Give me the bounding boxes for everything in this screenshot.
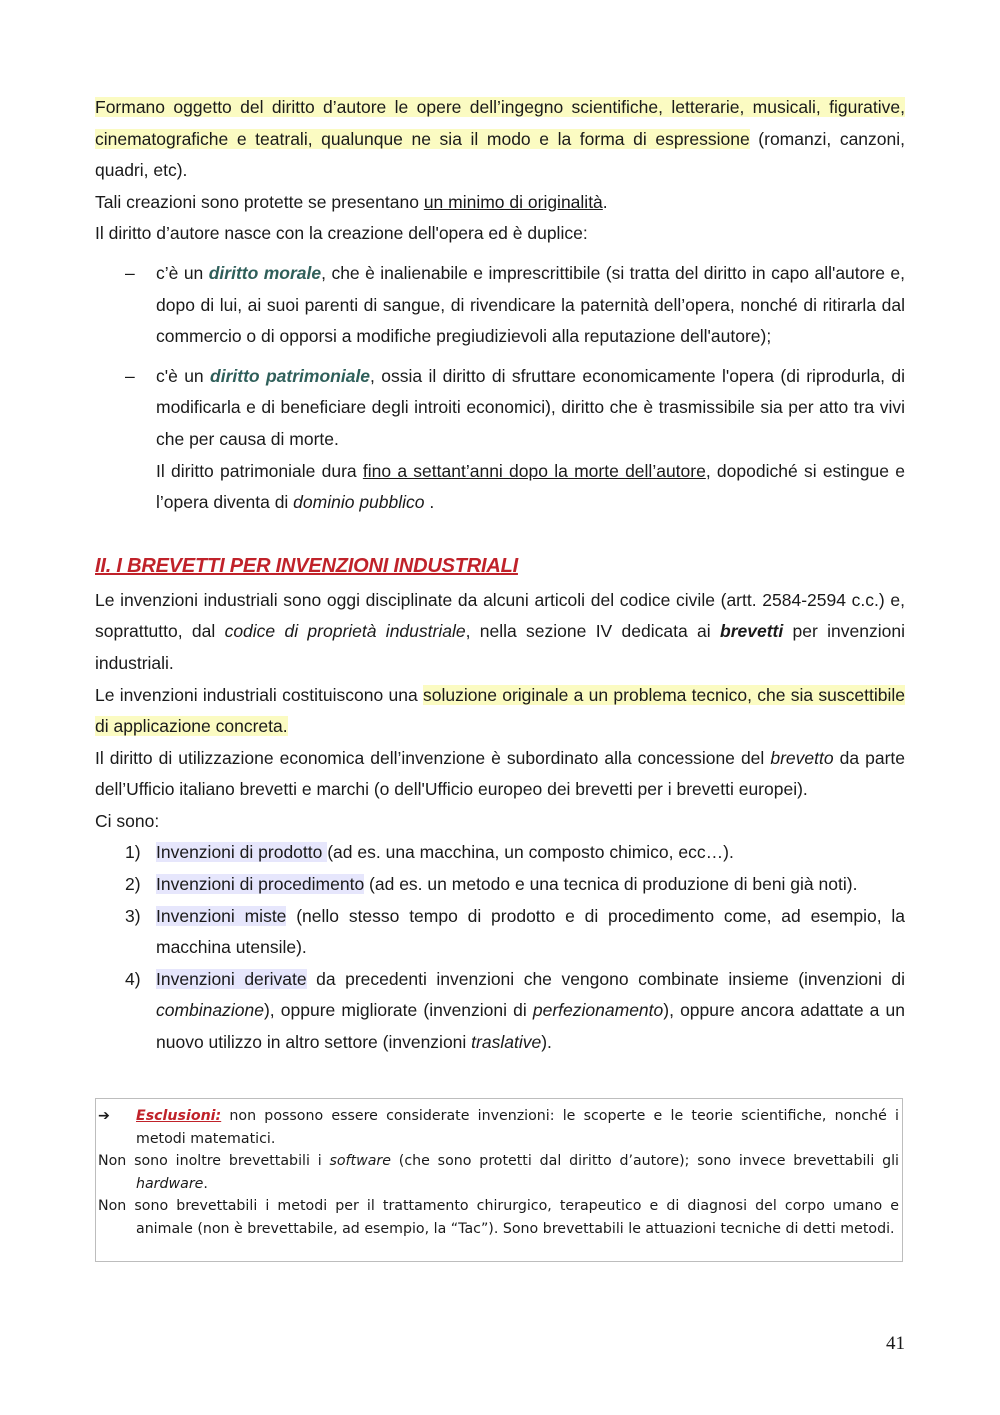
italic-text: brevetto (770, 747, 834, 768)
dash-bullet: – (125, 365, 135, 386)
list-item-invenzioni-procedimento (95, 869, 905, 901)
text-run: Tali creazioni sono protette se presentano (95, 191, 424, 212)
highlight-text: Invenzioni di prodotto (156, 842, 328, 863)
page-number: 41 (886, 1333, 905, 1354)
italic-text: hardware (136, 1175, 204, 1192)
italic-text: codice di proprietà industriale (224, 621, 466, 642)
exclusions-methods-line: Non sono brevettabili i metodi per il trattamento chirurgico, terapeutico e di diagnosi del corpo umano e animale (non è brevettabile, ad esempio, la “Tac”). Sono brevettabili le attuazioni tecniche di detti metodi. (98, 1198, 899, 1237)
list-item-invenzioni-prodotto (95, 837, 905, 869)
text-run: , nella sezione IV dedicata ai (465, 621, 720, 642)
text-run: Non sono inoltre brevettabili i (98, 1153, 330, 1169)
section-heading: II. I BREVETTI PER INVENZIONI INDUSTRIALI (95, 554, 518, 577)
text-run: , dopodiché si estingue e l’opera diventa di (156, 460, 905, 513)
paragraph-duplice: Il diritto d’autore nasce con la creazione dell'opera ed è duplice: (95, 223, 588, 244)
exclusions-line (98, 1105, 899, 1150)
list-item-invenzioni-derivate (95, 964, 905, 1059)
text-run: , ossia il diritto di sfruttare economicamente l'opera (di riprodurla, di modificarla e di beneficiare degli introiti economici), diritto che è trasmissibile sia per atto tra vivi che per causa di morte. (156, 365, 906, 449)
paragraph-durata (95, 456, 905, 519)
list-item-diritto-patrimoniale (95, 361, 905, 456)
list-item-invenzioni-miste (95, 901, 905, 964)
bold-italic-text: brevetti (720, 621, 784, 642)
paragraph-disciplina (95, 585, 905, 680)
text-run: c'è un (156, 365, 211, 386)
underlined-text: un minimo di originalità (423, 191, 603, 212)
text-run: . (602, 191, 608, 212)
text-run: non possono essere considerate invenzioni: le scoperte e le teorie scientifiche, nonché i metodi matematici. (136, 1108, 899, 1147)
text-run: (che sono protetti dal diritto d’autore); sono invece brevettabili gli (390, 1153, 899, 1169)
text-run: (ad es. una macchina, un composto chimico, ecc…). (327, 842, 734, 863)
italic-text: perfezionamento (532, 1000, 664, 1021)
text-run: Il diritto patrimoniale dura (156, 460, 363, 481)
text-run: Le invenzioni industriali costituiscono una (95, 684, 423, 705)
paragraph-brevetto (95, 743, 905, 806)
highlight-text: soluzione originale a un problema tecnico, che sia suscettibile di applicazione concreta. (95, 684, 905, 737)
highlight-text: Invenzioni miste (156, 905, 287, 926)
list-item-diritto-morale (95, 258, 905, 353)
highlight-text: Formano oggetto del diritto d’autore le opere dell’ingegno scientifiche, letterarie, musicali, figurative, cinematografiche e teatrali, qualunque ne sia il modo e la forma di espressione (95, 97, 905, 149)
paragraph-originality (95, 187, 905, 219)
text-run: da precedenti invenzioni che vengono combinate insieme (invenzioni di (306, 968, 905, 989)
text-run: (ad es. un metodo e una tecnica di produzione di beni già noti). (364, 874, 858, 895)
text-run: ). (541, 1032, 552, 1053)
exclusions-software-line (98, 1150, 899, 1195)
underlined-text: fino a settant’anni dopo la morte dell’autore (362, 460, 706, 481)
text-run: . (203, 1175, 208, 1192)
term-diritto-morale: diritto morale (208, 262, 322, 283)
text-run: . (424, 492, 435, 513)
term-diritto-patrimoniale: diritto patrimoniale (210, 365, 371, 386)
list-number: 1) (125, 842, 141, 863)
paragraph-copyright-intro (95, 92, 905, 187)
arrow-icon: ➔ (98, 1108, 110, 1124)
italic-text: dominio pubblico (293, 492, 425, 513)
page-content (95, 92, 905, 1059)
paragraph-ci-sono: Ci sono: (95, 810, 160, 831)
text-run: (romanzi, canzoni, quadri, etc). (95, 128, 905, 181)
text-run: (nello stesso tempo di prodotto e di procedimento come, ad esempio, la macchina utensile). (156, 905, 905, 958)
text-run: , che è inalienabile e imprescrittibile (si tratta del diritto in capo all'autore e, dopo di lui, ai suoi parenti di sangue, di rivendicare la paternità dell’opera, nonché di ritirarla dal commercio o di opporsi a modifiche pregiudizievoli alla reputazione dell'autore); (156, 262, 905, 347)
text-run: Le invenzioni industriali sono oggi disciplinate da alcuni articoli del codice civile (artt. 2584-2594 c.c.) e, soprattutto, dal (95, 589, 905, 642)
text-run: c’è un (156, 262, 209, 283)
highlight-text: Invenzioni derivate (156, 968, 307, 989)
italic-text: traslative (471, 1032, 542, 1053)
exclusions-box (95, 1098, 903, 1262)
text-run: ), oppure migliorate (invenzioni di (263, 1000, 533, 1021)
paragraph-definizione (95, 680, 905, 743)
text-run: per invenzioni industriali. (95, 621, 905, 673)
text-run: ), oppure ancora adattate a un nuovo utilizzo in altro settore (invenzioni (156, 1000, 905, 1053)
dash-bullet: – (125, 262, 135, 283)
italic-text: combinazione (156, 1000, 264, 1021)
list-number: 4) (125, 968, 141, 989)
list-number: 2) (125, 874, 141, 895)
italic-text: software (329, 1153, 391, 1169)
list-number: 3) (125, 905, 141, 926)
text-run: da parte dell’Ufficio italiano brevetti e marchi (o dell'Ufficio europeo dei brevetti per i brevetti europei). (95, 747, 905, 800)
exclusions-label: Esclusioni: (136, 1108, 222, 1124)
text-run: Il diritto di utilizzazione economica dell’invenzione è subordinato alla concessione del (95, 747, 771, 768)
highlight-text: Invenzioni di procedimento (156, 874, 365, 895)
